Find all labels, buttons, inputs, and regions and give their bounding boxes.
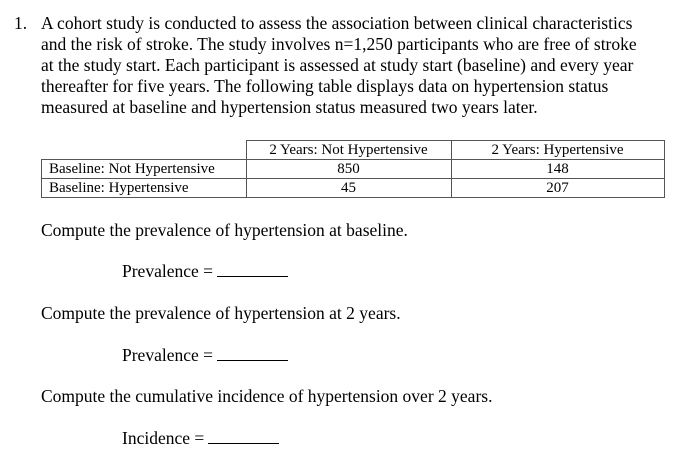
question-number: 1. bbox=[14, 13, 28, 33]
answer-blank[interactable] bbox=[208, 428, 279, 444]
part-b-answer-line bbox=[122, 345, 288, 366]
answer-label: Prevalence = bbox=[122, 261, 214, 281]
row-label-baseline-hypertensive: Baseline: Hypertensive bbox=[42, 179, 247, 198]
table-corner-cell bbox=[42, 141, 247, 160]
table-header-row bbox=[42, 141, 665, 160]
column-header-not-hypertensive: 2 Years: Not Hypertensive bbox=[246, 141, 451, 160]
table-cell: 850 bbox=[246, 160, 451, 179]
table-row bbox=[42, 179, 665, 198]
table-cell: 207 bbox=[451, 179, 664, 198]
question-line: measured at baseline and hypertension status measured two years later. bbox=[41, 97, 538, 117]
hypertension-table bbox=[41, 140, 665, 198]
part-a-prompt: Compute the prevalence of hypertension at baseline. bbox=[41, 220, 408, 240]
question-text bbox=[41, 13, 669, 118]
part-c-answer-line bbox=[122, 428, 279, 449]
answer-blank[interactable] bbox=[217, 345, 288, 361]
table-row bbox=[42, 160, 665, 179]
part-c-prompt: Compute the cumulative incidence of hypertension over 2 years. bbox=[41, 386, 493, 406]
table-cell: 148 bbox=[451, 160, 664, 179]
part-a-answer-line bbox=[122, 261, 288, 282]
question-line: at the study start. Each participant is assessed at study start (baseline) and every year bbox=[41, 55, 634, 75]
question-1 bbox=[14, 13, 669, 118]
answer-label: Incidence = bbox=[122, 428, 205, 448]
part-b-prompt: Compute the prevalence of hypertension at 2 years. bbox=[41, 303, 401, 323]
table-cell: 45 bbox=[246, 179, 451, 198]
question-line: A cohort study is conducted to assess the association between clinical characteristics bbox=[41, 13, 633, 33]
answer-blank[interactable] bbox=[217, 261, 288, 277]
question-line: and the risk of stroke. The study involves n=1,250 participants who are free of stroke bbox=[41, 34, 637, 54]
column-header-hypertensive: 2 Years: Hypertensive bbox=[451, 141, 664, 160]
question-line: thereafter for five years. The following table displays data on hypertension status bbox=[41, 76, 609, 96]
row-label-baseline-not-hypertensive: Baseline: Not Hypertensive bbox=[42, 160, 247, 179]
answer-label: Prevalence = bbox=[122, 345, 214, 365]
